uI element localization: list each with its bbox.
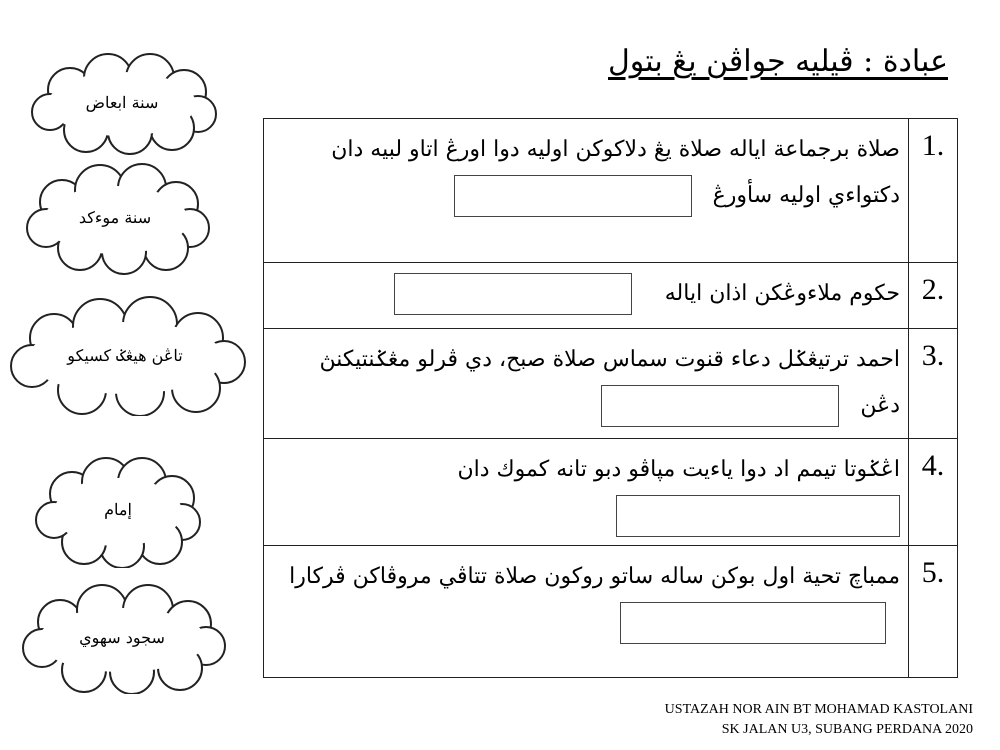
question-row — [264, 263, 958, 329]
question-body — [264, 329, 909, 439]
question-row — [264, 329, 958, 439]
question-row — [264, 439, 958, 546]
question-text: ممباچ تحية اول بوكن ساله ساتو روكون صلاة تتاڤي مروڤاكن ڤركارا — [289, 564, 900, 589]
answer-option-label: إمام — [104, 499, 132, 519]
answer-option-label: سنة ابعاض — [85, 92, 159, 112]
answer-drop-box[interactable] — [620, 602, 886, 644]
worksheet-title: عبادة : ڤيليه جواڤن يڠ بتول — [608, 44, 948, 79]
answer-drop-box[interactable] — [394, 273, 632, 315]
question-body — [264, 439, 909, 546]
question-text: حكوم ملاءوڠكن اذان اياله — [664, 281, 900, 306]
answer-drop-box[interactable] — [454, 175, 692, 217]
author-name: USTAZAH NOR AIN BT MOHAMAD KASTOLANI — [664, 702, 973, 717]
question-number: 4. — [909, 439, 958, 546]
answer-option-label: تاڠن هيڠݢ كسيكو — [67, 345, 183, 365]
answer-option-cloud[interactable] — [2, 294, 248, 416]
answer-option-cloud[interactable] — [30, 450, 206, 568]
question-number: 2. — [909, 263, 958, 329]
answer-drop-box[interactable] — [601, 385, 839, 427]
answer-option-cloud[interactable] — [14, 580, 230, 694]
answer-option-cloud[interactable] — [20, 158, 210, 276]
question-body — [264, 263, 909, 329]
question-table — [263, 118, 958, 678]
question-number: 5. — [909, 546, 958, 678]
answer-drop-box[interactable] — [616, 495, 900, 537]
question-row — [264, 546, 958, 678]
school-name: SK JALAN U3, SUBANG PERDANA 2020 — [721, 722, 973, 737]
question-text: صلاة برجماعة اياله صلاة يڠ دلاكوكن اوليه دوا اورڠ اتاو لبيه دان دكتواءي اوليه سأورڠ — [331, 137, 900, 208]
question-number: 3. — [909, 329, 958, 439]
question-text: احمد ترتيڠݢل دعاء قنوت سماس صلاة صبح، دي ڤرلو مڠݢنتيكنڽ دڠن — [319, 347, 900, 418]
question-number: 1. — [909, 119, 958, 263]
answer-option-label: سنة موءكد — [78, 207, 152, 227]
answer-option-label: سجود سهوي — [79, 627, 165, 647]
author-credit — [665, 700, 973, 740]
question-text: اڠݢوتا تيمم اد دوا ياءيت مڽاڤو دبو تانه كموك دان — [457, 457, 900, 482]
answer-option-cloud[interactable] — [22, 46, 222, 158]
question-body — [264, 119, 909, 263]
question-body — [264, 546, 909, 678]
question-row — [264, 119, 958, 263]
